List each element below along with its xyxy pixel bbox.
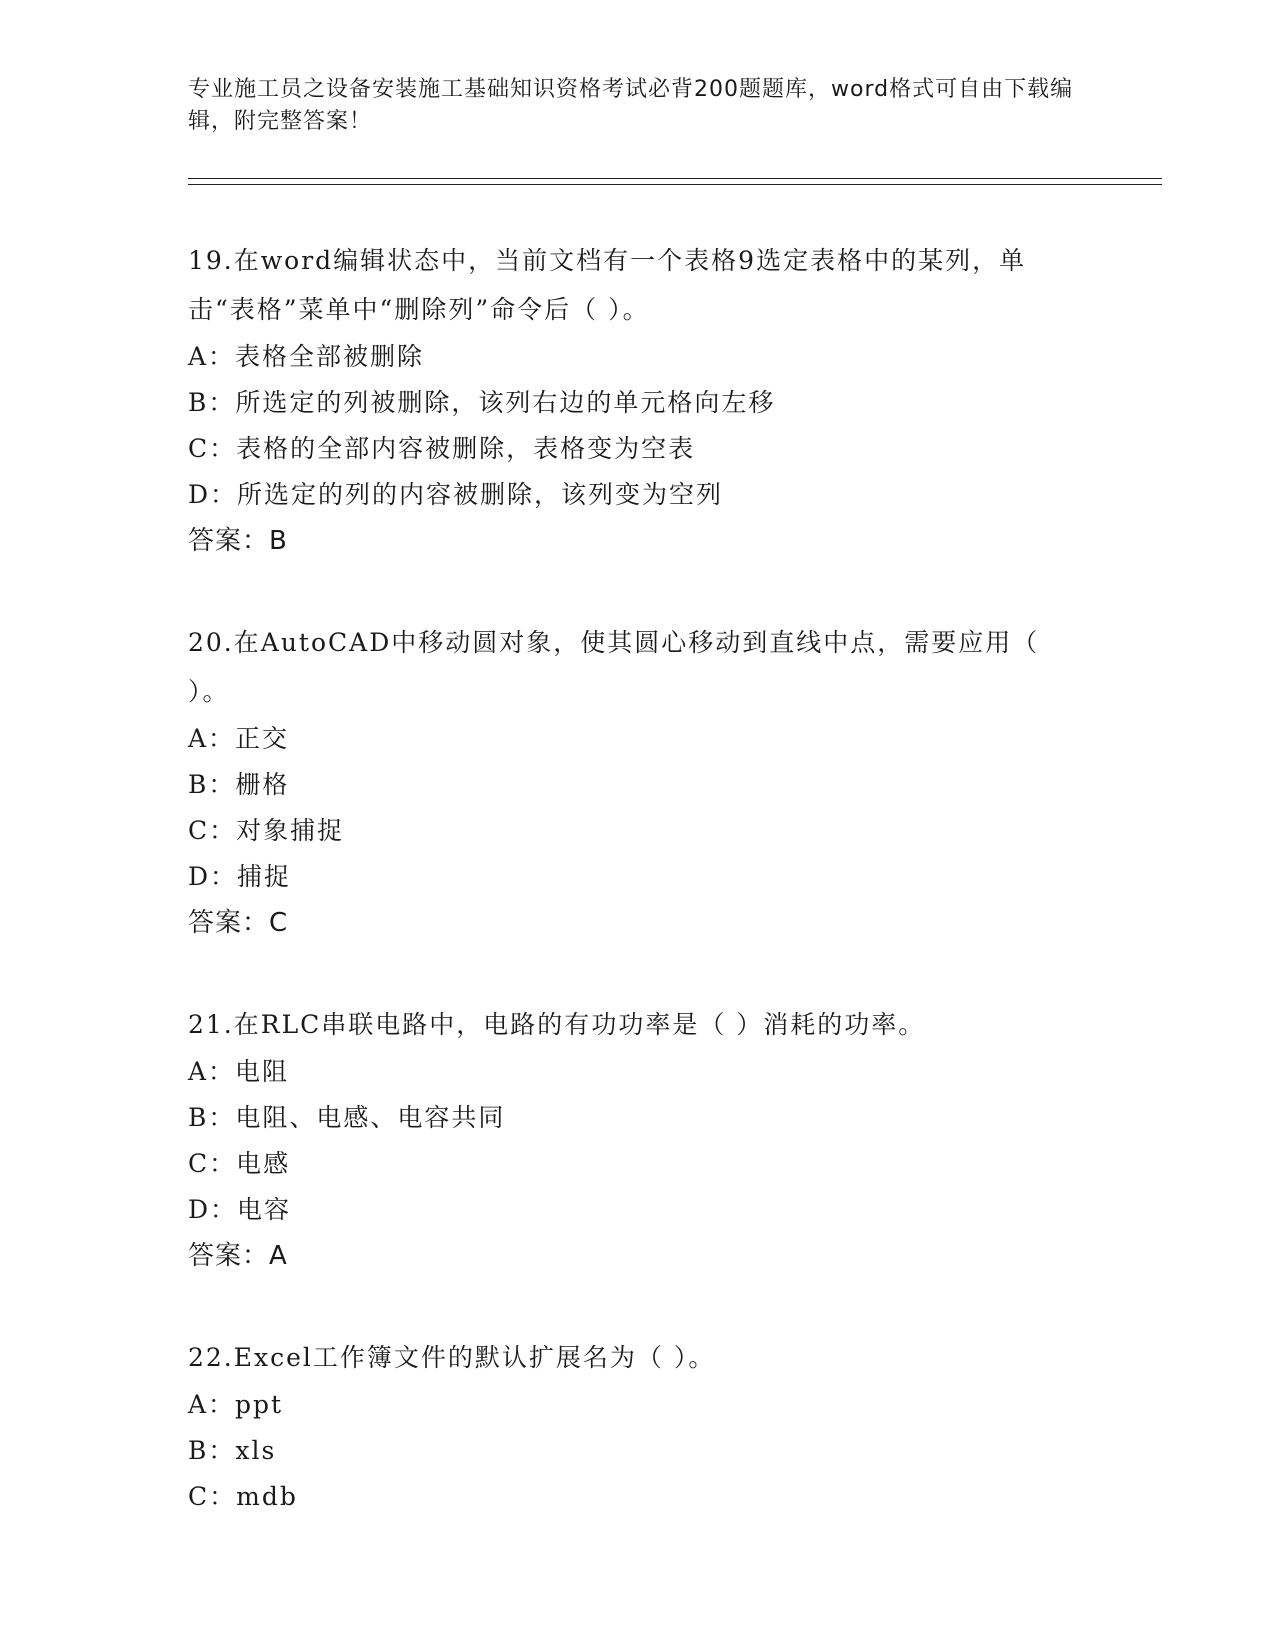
option-c: C：表格的全部内容被删除，表格变为空表 — [188, 434, 696, 463]
header-divider-top — [188, 178, 1162, 179]
option-a: A：表格全部被删除 — [188, 342, 425, 371]
option-a: A：ppt — [188, 1390, 284, 1419]
answer: 答案：A — [188, 1241, 288, 1271]
option-b: B：栅格 — [188, 770, 290, 799]
option-c: C：电感 — [188, 1149, 291, 1178]
question-22 — [188, 1333, 1088, 1520]
question-20 — [188, 618, 1088, 946]
question-text: 21.在RLC串联电路中，电路的有功功率是（ ）消耗的功率。 — [188, 1010, 926, 1039]
option-d: D：电容 — [188, 1195, 292, 1224]
question-list — [188, 236, 1088, 1574]
answer: 答案：B — [188, 526, 288, 556]
option-d: D：捕捉 — [188, 862, 292, 891]
header-divider-bottom — [188, 184, 1162, 185]
option-c: C：对象捕捉 — [188, 816, 345, 845]
question-19 — [188, 236, 1088, 564]
option-b: B：xls — [188, 1436, 277, 1465]
question-text: 20.在AutoCAD中移动圆对象，使其圆心移动到直线中点，需要应用（ ）。 — [188, 628, 1040, 706]
answer: 答案：C — [188, 908, 289, 938]
question-text: 22.Excel工作簿文件的默认扩展名为（ ）。 — [188, 1343, 716, 1372]
option-d: D：所选定的列的内容被删除，该列变为空列 — [188, 480, 724, 509]
option-b: B：电阻、电感、电容共同 — [188, 1103, 506, 1132]
question-21 — [188, 1000, 1088, 1279]
option-a: A：电阻 — [188, 1057, 290, 1086]
option-c: C：mdb — [188, 1482, 298, 1511]
option-a: A：正交 — [188, 724, 290, 753]
document-header: 专业施工员之设备安装施工基础知识资格考试必背200题题库，word格式可自由下载编辑，附完整答案！ — [188, 77, 1074, 134]
option-b: B：所选定的列被删除，该列右边的单元格向左移 — [188, 388, 776, 417]
question-text: 19.在word编辑状态中，当前文档有一个表格9选定表格中的某列，单击“表格”菜单中“删除列”命令后（ ）。 — [188, 246, 1027, 324]
